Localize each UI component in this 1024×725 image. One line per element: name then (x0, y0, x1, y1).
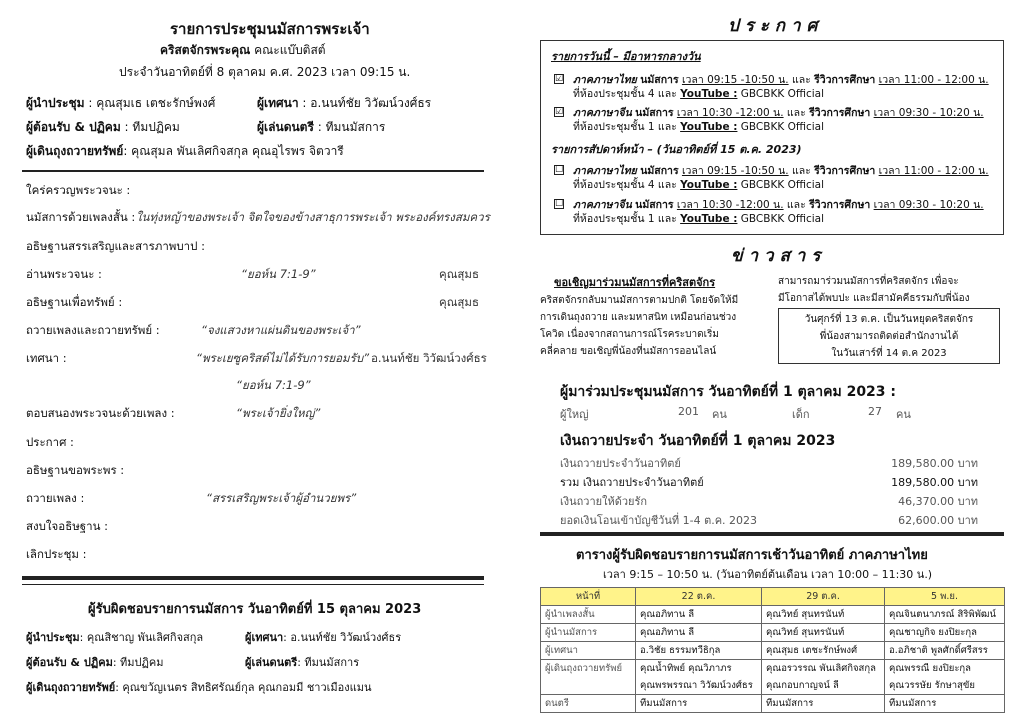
table-header-row (541, 588, 1005, 606)
news-body-line: โควิด เนื่องจากสถานการณ์โรคระบาดเริ่ม (540, 329, 719, 340)
greeter-line (26, 118, 180, 137)
checkbox-checked[interactable]: ☑ (555, 107, 564, 117)
leader-line (26, 94, 215, 113)
schedule-item-room (573, 85, 824, 102)
next-preacher-value: : อ.นนท์ชัย วิวัฒน์วงศ์ธร (283, 631, 402, 644)
order-row (26, 209, 490, 231)
next-leader-label: ผู้นำประชุม (26, 631, 80, 644)
schedule-item-room (573, 210, 824, 227)
offering-line (26, 142, 344, 161)
child-count: 27 (868, 405, 882, 418)
table-cell: คุณอภิทาน ลี (636, 624, 762, 642)
adult-unit: คน (712, 408, 727, 421)
order-person: คุณสุมธ (439, 267, 479, 281)
news-body-line: คลี่คลาย ขอเชิญพี่น้องที่นมัสการออนไลน์ (540, 346, 717, 357)
item-room: ที่ห้องประชุมชั้น 1 และ (573, 121, 677, 133)
next-greeter-value: : ทีมปฏิคม (112, 656, 164, 669)
item-study-time: เวลา 11:00 - 12:00 น. (878, 165, 989, 177)
order-label: ตอบสนองพระวจนะด้วยเพลง : (26, 406, 175, 420)
next-leader-value: : คุณสิชาญ พันเลิศกิจสกุล (79, 631, 204, 644)
col-header: 29 ต.ค. (762, 588, 885, 606)
order-label: อธิษฐานสรรเสริญและสารภาพบาป : (26, 239, 205, 253)
order-label: สงบใจอธิษฐาน : (26, 519, 108, 533)
news-title: ข่ า ว ส า ร (731, 246, 821, 266)
divider-thick (22, 576, 484, 580)
news-body-line: การเดินถุงถวาย และมหาสนิท เหมือนก่อนช่วง (540, 312, 737, 323)
offering-row-amount: 189,580.00 บาท (891, 457, 978, 470)
item-study: รีวิวการศึกษา (814, 165, 876, 177)
role-cell: ผู้นำนมัสการ (541, 624, 636, 642)
order-row (26, 266, 486, 288)
order-detail: “พระเจ้ายิ่งใหญ่” (236, 406, 321, 420)
item-language: ภาคภาษาจีน (573, 107, 632, 119)
next-offering-label: ผู้เดินถุงถวายทรัพย์ (26, 681, 116, 694)
order-row (26, 490, 486, 512)
order-detail: ในทุ่งหญ้าของพระเจ้า จิตใจของข้างสาธุการพระเจ้า พระองค์ทรงสมควร (136, 210, 490, 224)
order-label: อ่านพระวจนะ : (26, 267, 102, 281)
checkbox-checked[interactable]: ☑ (555, 74, 564, 84)
church-denomination: คณะแบ๊บติสต์ (250, 43, 326, 57)
item-worship-time: เวลา 09:15 -10:50 น. (681, 165, 789, 177)
order-row (26, 518, 486, 540)
notice-line: ในวันเสาร์ที่ 14 ต.ค 2023 (831, 348, 947, 359)
offering-label: ผู้เดินถุงถวายทรัพย์ (26, 144, 124, 158)
youtube-link[interactable]: YouTube : (680, 179, 738, 191)
child-unit: คน (896, 408, 911, 421)
news-body-line: คริสตจักรกลับมานมัสการตามปกติ โดยจัดให้มี (540, 295, 739, 306)
order-row (26, 350, 486, 372)
item-language: ภาคภาษาไทย (573, 165, 637, 177)
table-row (541, 660, 1005, 678)
offering-row-amount: 46,370.00 บาท (898, 495, 978, 508)
item-study-time: เวลา 09:30 - 10:20 น. (873, 199, 984, 211)
order-label: ประกาศ : (26, 435, 74, 449)
table-row (541, 606, 1005, 624)
item-worship: นมัสการ (635, 107, 674, 119)
item-worship: นมัสการ (640, 165, 679, 177)
table-cell: ทีมนมัสการ (762, 695, 885, 713)
next-leader-line (26, 628, 203, 646)
news-body-line: มีโอกาสได้พบปะ และมีสามัคคีธรรมกับพี่น้อง (778, 293, 970, 304)
order-row (26, 377, 486, 399)
preacher-value: : อ.นนท์ชัย วิวัฒน์วงศ์ธร (298, 96, 432, 110)
order-row (26, 405, 486, 427)
table-cell: คุณวิทย์ สุนทรนันท์ (762, 624, 885, 642)
order-row (26, 182, 486, 204)
next-preacher-line (245, 628, 401, 646)
order-label: อธิษฐานเพื่อทรัพย์ : (26, 295, 123, 309)
item-worship-time: เวลา 09:15 -10:50 น. (681, 74, 789, 86)
greeter-value: : ทีมปฏิคม (120, 120, 180, 134)
channel-name: GBCBKK Official (740, 213, 825, 225)
schedule-table (540, 587, 1005, 713)
order-row (26, 322, 486, 344)
table-cell: คุณพรพรรณา วิวัฒน์วงศ์ธร (636, 677, 762, 695)
item-study: รีวิวการศึกษา (814, 74, 876, 86)
role-cell: ผู้นำเพลงสั้น (541, 606, 636, 624)
item-room: ที่ห้องประชุมชั้น 1 และ (573, 213, 677, 225)
service-date: ประจำวันอาทิตย์ที่ 8 ตุลาคม ค.ศ. 2023 เวลา 09:15 น. (119, 65, 411, 79)
item-study-time: เวลา 11:00 - 12:00 น. (878, 74, 989, 86)
adult-label: ผู้ใหญ่ (560, 408, 589, 421)
table-cell: คุณอภิทาน ลี (636, 606, 762, 624)
next-preacher-label: ผู้เทศนา (245, 631, 284, 644)
youtube-link[interactable]: YouTube : (680, 88, 738, 100)
offering-heading: เงินถวายประจำ วันอาทิตย์ที่ 1 ตุลาคม 2023 (560, 433, 836, 449)
next-greeter-label: ผู้ต้อนรับ & ปฏิคม (26, 656, 113, 669)
leader-value: : คุณสุมเธ เตชะรักษ์พงศ์ (84, 96, 216, 110)
channel-name: GBCBKK Official (740, 121, 825, 133)
order-label: นมัสการด้วยเพลงสั้น : (26, 210, 136, 224)
table-cell: คุณสุมธ เตชะรักษ์พงศ์ (762, 642, 885, 660)
news-heading: ขอเชิญมาร่วมนมัสการที่คริสตจักร (554, 276, 716, 289)
divider (22, 170, 484, 172)
preacher-label: ผู้เทศนา (257, 96, 299, 110)
table-cell: คุณกอบกาญจน์ ลี (762, 677, 885, 695)
col-header: 22 ต.ค. (636, 588, 762, 606)
youtube-link[interactable]: YouTube : (680, 213, 738, 225)
leader-label: ผู้นำประชุม (26, 96, 85, 110)
item-study: รีวิวการศึกษา (809, 199, 871, 211)
next-offering-value: : คุณขวัญเนตร สิทธิศรัณย์กุล คุณกอมมี ชาวเมืองแมน (115, 681, 372, 694)
page-title: รายการประชุมนมัสการพระเจ้า (170, 20, 370, 38)
order-detail: “ยอห์น 7:1-9” (236, 378, 311, 392)
item-and: และ (786, 199, 806, 211)
offering-total-amount: 189,580.00 บาท (891, 476, 978, 489)
channel-name: GBCBKK Official (740, 88, 825, 100)
item-and: และ (791, 165, 811, 177)
schedule-subheading: เวลา 9:15 – 10:50 น. (วันอาทิตย์ต้นเดือน เวลา 10:00 – 11:30 น.) (603, 568, 933, 581)
table-cell: คุณชาญกิจ ยงปิยะกุล (885, 624, 1005, 642)
channel-name: GBCBKK Official (740, 179, 825, 191)
notice-line: วันศุกร์ที่ 13 ต.ค. เป็นวันหยุดคริสตจักร (804, 314, 974, 325)
table-cell: ทีมนมัสการ (636, 695, 762, 713)
order-label: ถวายเพลงและถวายทรัพย์ : (26, 323, 160, 337)
order-person: คุณสุมธ (439, 295, 479, 309)
order-label: เทศนา : (26, 351, 67, 365)
next-offering-line (26, 678, 372, 696)
table-row (541, 624, 1005, 642)
item-study-time: เวลา 09:30 - 10:20 น. (873, 107, 984, 119)
order-detail: “สรรเสริญพระเจ้าผู้อำนวยพร” (206, 491, 357, 505)
order-row (26, 546, 486, 568)
announce-title: ป ร ะ ก า ศ (728, 16, 818, 36)
order-detail: “พระเยซูคริสต์ไม่ได้รับการยอมรับ” (196, 351, 370, 365)
item-and: และ (791, 74, 811, 86)
next-week-heading: ผู้รับผิดชอบรายการนมัสการ วันอาทิตย์ที่ 15 ตุลาคม 2023 (88, 602, 422, 617)
item-worship: นมัสการ (640, 74, 679, 86)
notice-line: พี่น้องสามารถติดต่อสำนักงานได้ (819, 331, 959, 342)
attendance-heading: ผู้มาร่วมประชุมนมัสการ วันอาทิตย์ที่ 1 ตุลาคม 2023 : (560, 384, 897, 400)
offering-total-label: รวม เงินถวายประจำวันอาทิตย์ (560, 476, 704, 489)
greeter-label: ผู้ต้อนรับ & ปฏิคม (26, 120, 121, 134)
next-week-ann-heading: รายการสัปดาห์หน้า – (วันอาทิตย์ที่ 15 ต.ค. 2023) (551, 143, 802, 156)
youtube-link[interactable]: YouTube : (680, 121, 738, 133)
order-label: ถวายเพลง : (26, 491, 85, 505)
order-label: เลิกประชุม : (26, 547, 87, 561)
schedule-item-room (573, 118, 824, 135)
offering-row-label: เงินถวายประจำวันอาทิตย์ (560, 457, 681, 470)
music-value: : ทีมนมัสการ (313, 120, 386, 134)
church-name-bold: คริสตจักรพระคุณ (160, 43, 251, 57)
today-heading: รายการวันนี้ – มีอาหารกลางวัน (551, 50, 701, 63)
item-and: และ (786, 107, 806, 119)
child-label: เด็ก (792, 408, 810, 421)
table-row (541, 695, 1005, 713)
offering-row-label: เงินถวายให้ด้วยรัก (560, 495, 648, 508)
table-row (541, 677, 1005, 695)
role-cell: ผู้เดินถุงถวายทรัพย์ (541, 660, 636, 678)
checkbox-unchecked[interactable]: ☐ (555, 165, 564, 175)
divider (22, 584, 484, 585)
order-person: อ.นนท์ชัย วิวัฒน์วงศ์ธร (371, 351, 487, 365)
role-cell: ดนตรี (541, 695, 636, 713)
item-worship-time: เวลา 10:30 -12:00 น. (676, 107, 784, 119)
next-music-value: : ทีมนมัสการ (297, 656, 360, 669)
table-cell: คุณจินตนาภรณ์ สิริพิพัฒน์ (885, 606, 1005, 624)
item-language: ภาคภาษาไทย (573, 74, 637, 86)
table-row (541, 642, 1005, 660)
order-row (26, 294, 486, 316)
item-room: ที่ห้องประชุมชั้น 4 และ (573, 88, 677, 100)
item-study: รีวิวการศึกษา (809, 107, 871, 119)
holiday-notice-box (778, 308, 1000, 364)
role-cell (541, 677, 636, 695)
schedule-heading: ตารางผู้รับผิดชอบรายการนมัสการเช้าวันอาทิตย์ ภาคภาษาไทย (576, 548, 928, 563)
item-room: ที่ห้องประชุมชั้น 4 และ (573, 179, 677, 191)
table-cell: ทีมนมัสการ (885, 695, 1005, 713)
order-row (26, 238, 486, 260)
order-row (26, 462, 486, 484)
next-music-line (245, 653, 359, 671)
next-greeter-line (26, 653, 164, 671)
item-worship: นมัสการ (635, 199, 674, 211)
table-cell: คุณอรวรรณ พันเลิศกิจสกุล (762, 660, 885, 678)
preacher-line (257, 94, 431, 113)
order-row (26, 434, 486, 456)
adult-count: 201 (678, 405, 699, 418)
item-worship-time: เวลา 10:30 -12:00 น. (676, 199, 784, 211)
divider-thick (540, 532, 1004, 536)
table-cell: คุณน้ำทิพย์ คุณวิภาภร (636, 660, 762, 678)
church-name (160, 41, 326, 60)
order-label: อธิษฐานขอพระพร : (26, 463, 125, 477)
table-cell: คุณวรรษัย รักษาสุขัย (885, 677, 1005, 695)
music-line (257, 118, 385, 137)
announcement-box (540, 40, 1004, 235)
offering-value: : คุณสุมล พันเลิศกิจสกุล คุณอุไรพร จิตวารี (123, 144, 344, 158)
news-body-line: สามารถมาร่วมนมัสการที่คริสตจักร เพื่อจะ (778, 276, 959, 287)
table-cell: อ.วิชัย ธรรมทวีธิกุล (636, 642, 762, 660)
table-cell: คุณวิทย์ สุนทรนันท์ (762, 606, 885, 624)
offering-row-label: ยอดเงินโอนเข้าบัญชีวันที่ 1-4 ต.ค. 2023 (560, 514, 758, 527)
next-music-label: ผู้เล่นดนตรี (245, 656, 298, 669)
table-cell: คุณพรรณี ยงปิยะกุล (885, 660, 1005, 678)
order-label: ใคร่ครวญพระวจนะ : (26, 183, 131, 197)
checkbox-unchecked[interactable]: ☐ (555, 199, 564, 209)
role-cell: ผู้เทศนา (541, 642, 636, 660)
music-label: ผู้เล่นดนตรี (257, 120, 314, 134)
order-detail: “จงแสวงหาแผ่นดินของพระเจ้า” (201, 323, 361, 337)
order-detail: “ยอห์น 7:1-9” (241, 267, 316, 281)
table-cell: อ.อภิชาติ พูลศักดิ์ศรีสรร (885, 642, 1005, 660)
schedule-item-room (573, 176, 824, 193)
offering-row-amount: 62,600.00 บาท (898, 514, 978, 527)
col-header: หน้าที่ (541, 588, 636, 606)
col-header: 5 พ.ย. (885, 588, 1005, 606)
item-language: ภาคภาษาจีน (573, 199, 632, 211)
